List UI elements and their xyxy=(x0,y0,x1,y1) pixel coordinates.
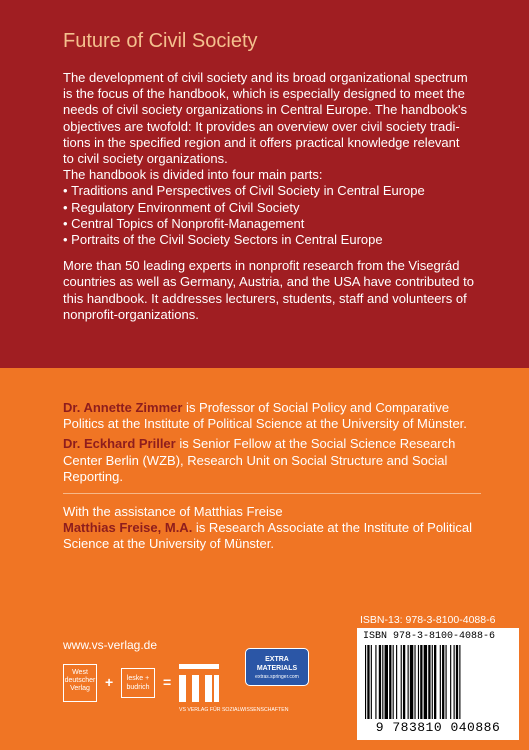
extra-materials-url: extras.springer.com xyxy=(255,674,299,680)
publisher-logos xyxy=(63,656,343,740)
publisher-url[interactable]: www.vs-verlag.de xyxy=(63,638,158,652)
parts-list xyxy=(63,183,483,248)
closing-line: nonprofit-organizations. xyxy=(63,306,199,322)
description-line: tions in the specified region and it offers practical knowledge relevant xyxy=(63,134,460,150)
isbn-barcode xyxy=(357,628,519,740)
isbn-label: ISBN-13: 978-3-8100-4088-6 xyxy=(360,614,496,626)
plus-sign: + xyxy=(105,674,114,690)
barcode-number: 9 783810 040886 xyxy=(375,720,501,735)
equals-sign: = xyxy=(163,674,172,690)
assistance-line: With the assistance of Matthias Freise xyxy=(63,504,283,520)
list-item: • Regulatory Environment of Civil Society xyxy=(63,200,483,216)
closing-line: this handbook. It addresses lecturers, students, staff and volunteers of xyxy=(63,290,467,306)
description-line: to civil society organizations. xyxy=(63,151,228,167)
leske-budrich-logo: leske + budrich xyxy=(121,668,155,698)
cover-title: Future of Civil Society xyxy=(63,30,258,52)
extra-materials-badge[interactable]: EXTRA MATERIALS extras.springer.com xyxy=(245,648,309,686)
description-line: The development of civil society and its broad organizational spectrum xyxy=(63,70,468,85)
author-name: Matthias Freise, M.A. xyxy=(63,520,193,536)
description-block xyxy=(63,70,483,323)
list-item: • Central Topics of Nonprofit-Management xyxy=(63,216,483,232)
divider xyxy=(63,493,481,494)
description-line: objectives are twofold: It provides an overview over civil society tradi- xyxy=(63,118,460,134)
description-line: needs of civil society organizations in Central Europe. The handbook's xyxy=(63,102,468,118)
vs-verlag-caption: VS VERLAG FÜR SOZIALWISSENSCHAFTEN xyxy=(179,707,289,713)
author-bio-freise: Matthias Freise, M.A. is Research Associate at the Institute of Political Science at the University of Münster. xyxy=(63,520,472,552)
author-bio-priller: Dr. Eckhard Priller is Senior Fellow at the Social Science Research Center Berlin (WZB), Research Unit on Social Structure and Social Reporting. xyxy=(63,436,456,484)
description-line: is the focus of the handbook, which is especially designed to meet the xyxy=(63,86,465,102)
closing-line: More than 50 leading experts in nonprofit research from the Visegrád xyxy=(63,258,460,274)
closing-line: countries as well as Germany, Austria, and the USA have contributed to xyxy=(63,274,474,290)
barcode-bars xyxy=(363,645,513,719)
barcode-isbn-text: ISBN 978-3-8100-4088-6 xyxy=(363,631,496,642)
vs-verlag-logo-icon xyxy=(179,664,219,702)
parts-intro: The handbook is divided into four main parts: xyxy=(63,167,323,183)
author-name: Dr. Annette Zimmer xyxy=(63,400,183,415)
author-name: Dr. Eckhard Priller xyxy=(63,436,176,452)
author-bios xyxy=(63,400,483,557)
author-bio-zimmer: Dr. Annette Zimmer is Professor of Social Policy and Comparative Politics at the Institute of Political Science at the University of Münster. xyxy=(63,400,467,432)
list-item: • Traditions and Perspectives of Civil Society in Central Europe xyxy=(63,183,483,199)
westdeutscher-verlag-logo: West deutscher Verlag xyxy=(63,664,97,702)
list-item: • Portraits of the Civil Society Sectors in Central Europe xyxy=(63,232,483,248)
